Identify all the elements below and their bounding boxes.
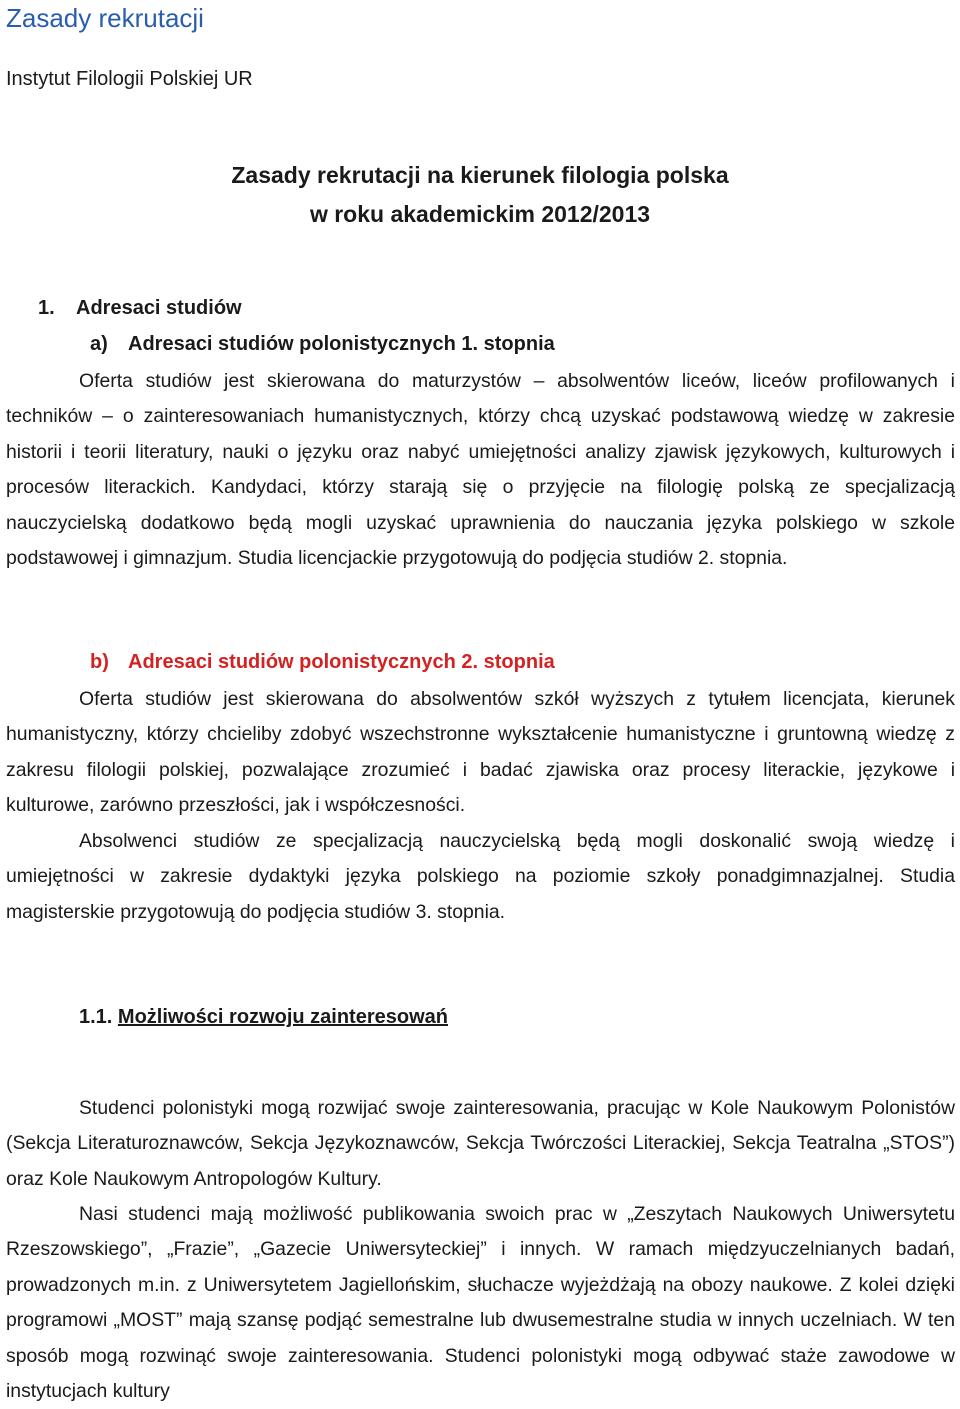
paragraph-b-2: Absolwenci studiów ze specjalizacją nauczycielską będą mogli doskonalić swoją wiedzę i umiejętności w zakresie dydaktyki języka polskiego na poziomie szkoły ponadgimnazjalnej. Studia magisterskie przygotowują do podjęcia studiów 3. stopnia. — [6, 830, 955, 923]
paragraph-b-1: Oferta studiów jest skierowana do absolwentów szkół wyższych z tytułem licencjata, kierunek humanistyczny, którzy chcieliby zdobyć wszechstronne wykształcenie humanistyczne i gruntowną wiedzę z zakresu filologii polskiej, pozwalające zrozumieć i badać zjawiska oraz procesy literackie, językowe i kulturowe, zarówno przeszłości, jak i współczesności. — [6, 688, 955, 817]
subsection-b-title: Adresaci studiów polonistycznych 2. stopnia — [128, 651, 555, 673]
document-heading-line-2: w roku akademickim 2012/2013 — [309, 201, 651, 227]
section-1-title: Adresaci studiów — [76, 297, 242, 319]
section-1-number: 1. — [38, 297, 55, 319]
document-heading — [0, 156, 960, 234]
page-subtitle: Instytut Filologii Polskiej UR — [6, 68, 253, 90]
section-1-heading — [38, 293, 242, 323]
section-1-1-number: 1.1. — [79, 1006, 113, 1028]
document-heading-line-1: Zasady rekrutacji na kierunek filologia polska — [231, 162, 729, 188]
page-title: Zasady rekrutacji — [6, 3, 204, 33]
subsection-a-label: a) — [90, 333, 108, 355]
subsection-a-heading — [90, 329, 555, 359]
section-1-1-heading — [79, 1002, 448, 1032]
section-1-1-title: Możliwości rozwoju zainteresowań — [117, 1006, 448, 1028]
subsection-a-title: Adresaci studiów polonistycznych 1. stopnia — [128, 333, 555, 355]
paragraph-c-1: Studenci polonistyki mogą rozwijać swoje zainteresowania, pracując w Kole Naukowym Polonistów (Sekcja Literaturoznawców, Sekcja Językoznawców, Sekcja Twórczości Literackiej, Sekcja Teatralna „STOS”) oraz Kole Naukowym Antropologów Kultury. — [6, 1097, 955, 1190]
paragraph-c-2: Nasi studenci mają możliwość publikowania swoich prac w „Zeszytach Naukowych Uniwersytetu Rzeszowskiego”, „Frazie”, „Gazecie Uniwersyteckiej” i innych. W ramach międzyuczelnianych badań, prowadzonych m.in. z Uniwersytetem Jagiellońskim, słuchacze wyjeżdżają na obozy naukowe. Z kolei dzięki programowi „MOST” mają szansę podjąć semestralne lub dwusemestralne studia w innych uczelniach. W ten sposób mogą rozwinąć swoje zainteresowania. Studenci polonistyki mogą odbywać staże zawodowe w instytucjach kultury — [6, 1203, 955, 1403]
paragraph-a: Oferta studiów jest skierowana do maturzystów – absolwentów liceów, liceów profilowanych i techników – o zainteresowaniach humanistycznych, którzy chcą uzyskać podstawową wiedzę w zakresie historii i teorii literatury, nauki o języku oraz nabyć umiejętności analizy zjawisk językowych, kulturowych i procesów literackich. Kandydaci, którzy starają się o przyjęcie na filologię polską ze specjalizacją nauczycielską dodatkowo będą mogli uzyskać uprawnienia do nauczania języka polskiego w szkole podstawowej i gimnazjum. Studia licencjackie przygotowują do podjęcia studiów 2. stopnia. — [6, 370, 955, 570]
subsection-b-label: b) — [90, 651, 109, 673]
subsection-b-heading — [90, 647, 555, 677]
